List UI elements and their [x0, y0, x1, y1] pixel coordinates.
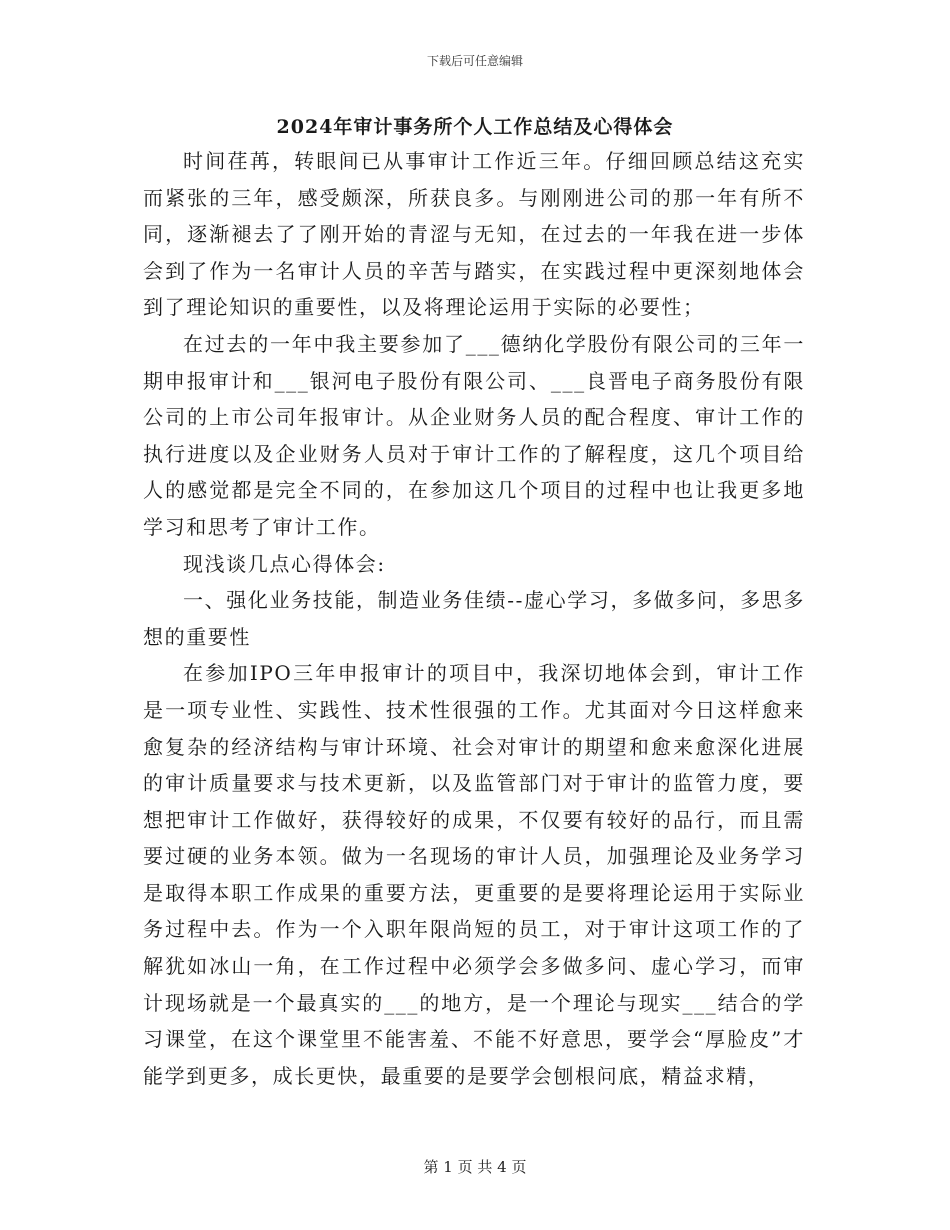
paragraph-intro: 时间荏苒，转眼间已从事审计工作近三年。仔细回顾总结这充实而紧张的三年，感受颇深，所获良多。与刚刚进公司的那一年有所不同，逐渐褪去了了刚开始的青涩与无知，在过去的一年我在进一步体会到了作为一名审计人员的辛苦与踏实，在实践过程中更深刻地体会到了理论知识的重要性，以及将理论运用于实际的必要性； [143, 149, 805, 320]
document-title: 2024年审计事务所个人工作总结及心得体会 [276, 116, 674, 138]
section-heading-1: 一、强化业务技能，制造业务佳绩--虚心学习，多做多问，多思多想的重要性 [143, 588, 805, 649]
paragraph-lead-in: 现浅谈几点心得体会: [183, 551, 386, 576]
page-header-note: 下载后可任意编辑 [426, 54, 523, 68]
page-number: 第 1 页 共 4 页 [423, 1158, 527, 1176]
paragraph-section-1-body: 在参加IPO三年申报审计的项目中，我深切地体会到，审计工作是一项专业性、实践性、技术性很强的工作。尤其面对今日这样愈来愈复杂的经济结构与审计环境、社会对审计的期望和愈来愈深化进展的审计质量要求与技术更新，以及监管部门对于审计的监管力度，要想把审计工作做好，获得较好的成果，不仅要有较好的品行，而且需要过硬的业务本领。做为一名现场的审计人员，加强理论及业务学习是取得本职工作成果的重要方法，更重要的是要将理论运用于实际业务过程中去。作为一个入职年限尚短的员工，对于审计这项工作的了解犹如冰山一角，在工作过程中必须学会多做多问、虚心学习，而审计现场就是一个最真实的___的地方，是一个理论与现实___结合的学习课堂，在这个课堂里不能害羞、不能不好意思，要学会“厚脸皮”才能学到更多，成长更快，最重要的是要学会刨根问底，精益求精， [143, 661, 805, 1088]
document-body [143, 143, 805, 1094]
paragraph-projects: 在过去的一年中我主要参加了___德纳化学股份有限公司的三年一期申报审计和___银河电子股份有限公司、___良晋电子商务股份有限公司的上市公司年报审计。从企业财务人员的配合程度、审计工作的执行进度以及企业财务人员对于审计工作的了解程度，这几个项目给人的感觉都是完全不同的，在参加这几个项目的过程中也让我更多地学习和思考了审计工作。 [143, 331, 805, 539]
